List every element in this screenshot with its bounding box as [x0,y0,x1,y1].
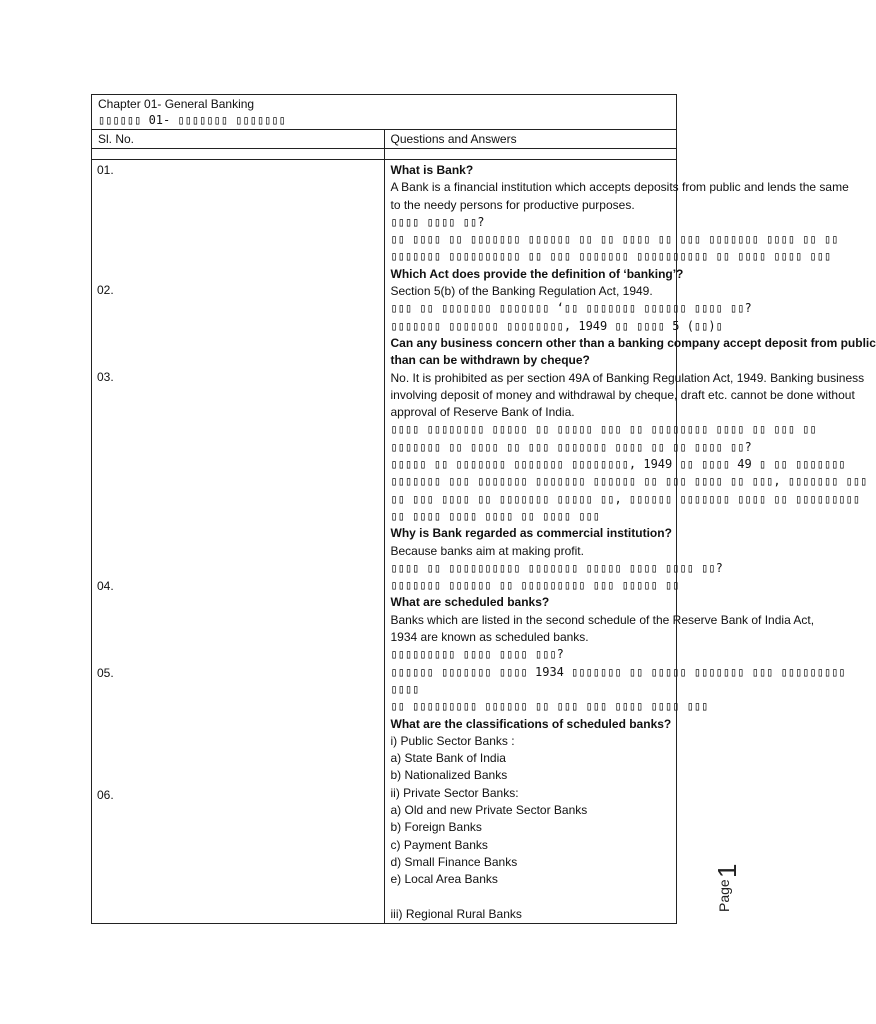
sl-number: 05. [97,666,114,680]
sl-no-column [92,160,385,924]
page-label-word: Page [716,879,732,912]
hindi-text-line: ▯▯▯▯▯▯ ▯▯▯▯▯▯▯ ▯▯▯▯ 1934 ▯▯▯▯▯▯▯ ▯▯ ▯▯▯▯▯ ▯▯▯▯▯▯▯ ▯▯▯ ▯▯▯▯▯▯▯▯▯ [390,664,846,679]
answer-line: d) Small Finance Banks [390,854,518,869]
content-row [92,160,677,924]
answer-line: ii) Private Sector Banks: [390,785,519,800]
answer-line: e) Local Area Banks [390,872,498,887]
chapter-title-hi: ▯▯▯▯▯▯ 01- ▯▯▯▯▯▯▯ ▯▯▯▯▯▯▯ [98,113,286,127]
hindi-text-line: ▯▯ ▯▯▯▯ ▯▯▯▯ ▯▯▯▯ ▯▯ ▯▯▯▯ ▯▯▯ [390,508,601,523]
sl-number: 06. [97,788,114,802]
answer-line: c) Payment Banks [390,837,488,852]
question-line: Which Act does provide the definition of ‘banking’? [390,266,684,281]
question-line: Can any business concern other than a banking company accept deposit from public [390,335,876,350]
hindi-text-line: ▯▯▯▯ ▯▯▯▯ ▯▯? [390,214,485,229]
hindi-text-line: ▯▯ ▯▯▯ ▯▯▯▯ ▯▯ ▯▯▯▯▯▯▯ ▯▯▯▯▯ ▯▯, ▯▯▯▯▯▯ ▯▯▯▯▯▯▯ ▯▯▯▯ ▯▯ ▯▯▯▯▯▯▯▯▯ [390,491,861,506]
answer-line: approval of Reserve Bank of India. [390,405,575,420]
hindi-text-line: ▯▯▯▯▯▯▯▯▯ ▯▯▯▯ ▯▯▯▯ ▯▯▯? [390,647,564,662]
chapter-title-en: Chapter 01- General Banking [98,97,255,111]
answer-line: a) Old and new Private Sector Banks [390,802,588,817]
question-line: What are the classifications of scheduled banks? [390,716,672,731]
column-header-row [92,130,677,149]
answer-line: a) State Bank of India [390,751,506,766]
hindi-text-line: ▯▯▯▯▯▯▯ ▯▯▯▯▯▯▯▯▯▯ ▯▯ ▯▯▯ ▯▯▯▯▯▯▯ ▯▯▯▯▯▯▯▯▯▯ ▯▯ ▯▯▯▯ ▯▯▯▯ ▯▯▯ [390,249,832,264]
answer-line: involving deposit of money and withdrawal by cheque, draft etc. cannot be done without [390,387,855,402]
hindi-text-line: ▯▯▯▯ ▯▯▯▯▯▯▯▯ ▯▯▯▯▯ ▯▯ ▯▯▯▯▯ ▯▯▯ ▯▯ ▯▯▯▯▯▯▯▯ ▯▯▯▯ ▯▯ ▯▯▯ ▯▯ [390,422,817,437]
sl-number: 01. [97,163,114,177]
answer-line: i) Public Sector Banks : [390,733,515,748]
question-line: What are scheduled banks? [390,595,550,610]
hindi-text-line: ▯▯ ▯▯▯▯▯▯▯▯▯ ▯▯▯▯▯▯ ▯▯ ▯▯▯ ▯▯▯ ▯▯▯▯ ▯▯▯▯ ▯▯▯ [390,699,709,714]
answer-line: b) Nationalized Banks [390,768,508,783]
answer-line: A Bank is a financial institution which accepts deposits from public and lends the same [390,180,849,195]
answer-line: b) Foreign Banks [390,820,482,835]
answer-line: iii) Regional Rural Banks [390,906,522,921]
hindi-text-line: ▯▯▯ ▯▯ ▯▯▯▯▯▯▯ ▯▯▯▯▯▯▯ ‘▯▯ ▯▯▯▯▯▯▯ ▯▯▯▯▯▯ ▯▯▯▯ ▯▯? [390,301,752,316]
answer-line: 1934 are known as scheduled banks. [390,630,589,645]
hindi-text-line: ▯▯▯▯▯▯▯ ▯▯ ▯▯▯▯ ▯▯ ▯▯▯ ▯▯▯▯▯▯▯ ▯▯▯▯ ▯▯ ▯▯ ▯▯▯▯ ▯▯? [390,439,752,454]
hindi-text-line: ▯▯▯▯▯▯▯ ▯▯▯ ▯▯▯▯▯▯▯ ▯▯▯▯▯▯▯ ▯▯▯▯▯▯ ▯▯ ▯▯▯ ▯▯▯▯ ▯▯ ▯▯▯, ▯▯▯▯▯▯▯ ▯▯▯ [390,474,868,489]
answer-line: No. It is prohibited as per section 49A of Banking Regulation Act, 1949. Banking business [390,370,865,385]
chapter-header-cell [92,95,677,130]
question-line: What is Bank? [390,163,474,177]
header-row [92,95,677,130]
answer-line: Because banks aim at making profit. [390,543,584,558]
hindi-text-line: ▯▯▯▯▯▯▯ ▯▯▯▯▯▯▯ ▯▯▯▯▯▯▯▯, 1949 ▯▯ ▯▯▯▯ 5 (▯▯)▯ [390,318,723,333]
empty-row [92,149,677,160]
sl-number: 03. [97,370,114,384]
sl-number: 02. [97,283,114,297]
page-label-number: 1 [712,863,742,878]
qa-header: Questions and Answers [384,130,677,149]
answer-line: Section 5(b) of the Banking Regulation Act, 1949. [390,284,653,299]
hindi-text-line: ▯▯ ▯▯▯▯ ▯▯ ▯▯▯▯▯▯▯ ▯▯▯▯▯▯ ▯▯ ▯▯ ▯▯▯▯ ▯▯ ▯▯▯ ▯▯▯▯▯▯▯ ▯▯▯▯ ▯▯ ▯▯ [390,232,839,247]
question-line: Why is Bank regarded as commercial institution? [390,526,672,541]
hindi-text-line: ▯▯▯▯▯ ▯▯ ▯▯▯▯▯▯▯ ▯▯▯▯▯▯▯ ▯▯▯▯▯▯▯▯, 1949 ▯▯ ▯▯▯▯ 49 ▯ ▯▯ ▯▯▯▯▯▯▯ [390,457,846,472]
answer-line: to the needy persons for productive purposes. [390,197,635,212]
question-line: than can be withdrawn by cheque? [390,353,590,368]
hindi-text-line: ▯▯▯▯ ▯▯ ▯▯▯▯▯▯▯▯▯▯ ▯▯▯▯▯▯▯ ▯▯▯▯▯ ▯▯▯▯ ▯▯▯▯ ▯▯? [390,560,723,575]
hindi-text-line: ▯▯▯▯▯▯▯ ▯▯▯▯▯▯ ▯▯ ▯▯▯▯▯▯▯▯▯ ▯▯▯ ▯▯▯▯▯ ▯▯ [390,578,680,593]
hindi-text-line: ▯▯▯▯ [390,681,420,696]
answer-line [391,888,671,905]
sl-no-header: Sl. No. [92,130,385,149]
sl-number: 04. [97,579,114,593]
answer-line: Banks which are listed in the second schedule of the Reserve Bank of India Act, [390,612,815,627]
